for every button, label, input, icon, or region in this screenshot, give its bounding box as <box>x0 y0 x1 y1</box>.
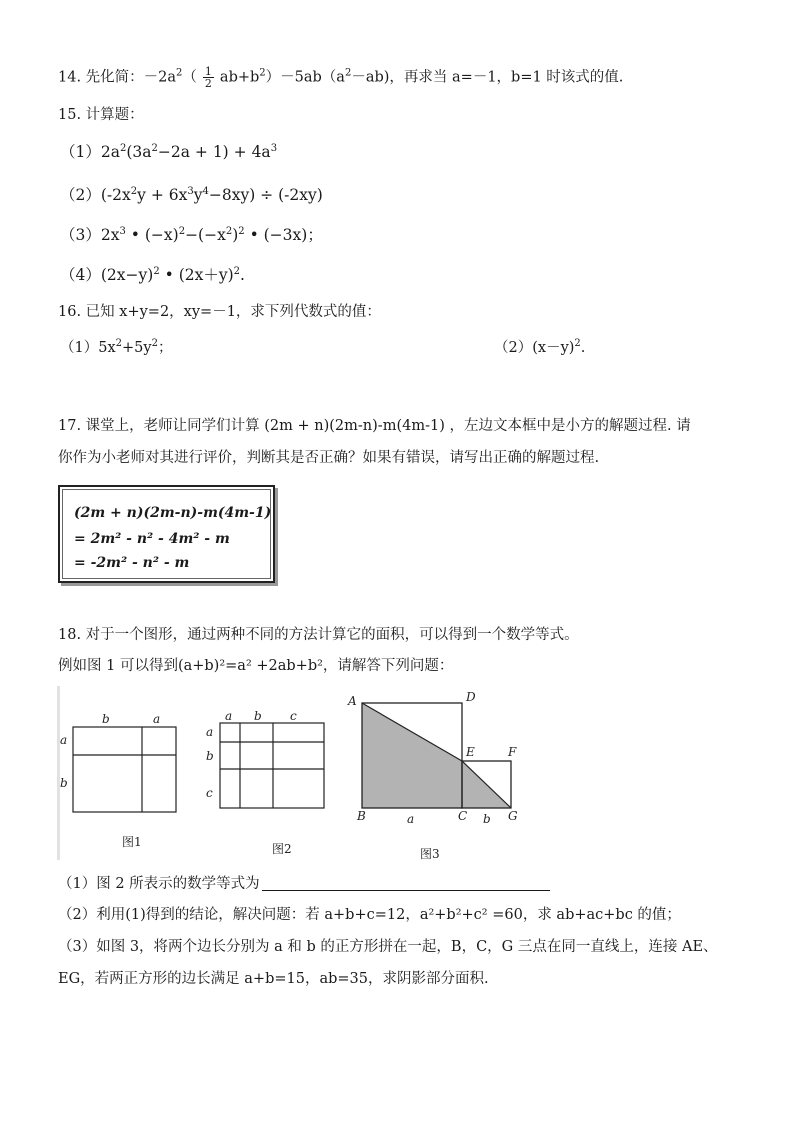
q16-title: 16. 已知 x+y=2，xy=－1，求下列代数式的值： <box>58 304 381 320</box>
figure-2 <box>200 706 330 858</box>
q14-text-a: 先化简：－2a <box>85 69 177 86</box>
q14-text-c: ab+b <box>219 69 260 86</box>
fig3-caption: 图3 <box>420 847 440 861</box>
fig2-label-a-top: a <box>225 709 233 723</box>
fraction-one-half: $\frac{1}{2}$ <box>204 65 212 90</box>
q15-part-2: $(2)(-2x^2y + 6x^3y^4-8xy) \div (-2xy)$ <box>60 186 323 204</box>
question-14: 14. 先化简：$-2a^2$（ $\frac{1}{2}$ $ab+b^2)-5ab(a^2-ab)$，再求当 a=－1，b=1 时该式的值. <box>58 65 624 90</box>
q17-line-1: 17. 课堂上，老师让同学们计算 (2m + n)(2m-n)-m(4m-1) ，左边文本框中是小方的解题过程. 请 <box>58 418 691 434</box>
fig1-label-b-top: b <box>102 712 110 726</box>
fig3-shaded-region <box>362 703 511 808</box>
solution-line-2: = 2m² - n² - 4m² - m <box>74 531 230 547</box>
q15-title: 15. 计算题： <box>58 107 144 123</box>
q14-text-e: －ab)，再求当 a=－1，b=1 时该式的值. <box>351 69 624 86</box>
solution-line-1: (2m + n)(2m-n)-m(4m-1) <box>74 505 272 521</box>
q14-text-b: （ <box>182 69 197 86</box>
q18-part-3-line-1: （3）如图 3，将两个边长分别为 a 和 b 的正方形拼在一起，B，C，G 三点在同一直线上，连接 AE、 <box>58 939 718 955</box>
fig1-square <box>73 727 176 812</box>
solution-line-3: = -2m² - n² - m <box>74 555 190 571</box>
fig2-square <box>220 723 324 808</box>
q18-line-1: 18. 对于一个图形，通过两种不同的方法计算它的面积，可以得到一个数学等式。 <box>58 627 579 643</box>
q17-line-2: 你作为小老师对其进行评价，判断其是否正确？如果有错误，请写出正确的解题过程. <box>58 450 600 466</box>
fig2-label-b-left: b <box>206 749 214 763</box>
figure-3 <box>340 686 530 864</box>
fig2-label-a-left: a <box>206 725 214 739</box>
q18-part-3-line-2: EG，若两正方形的边长满足 a+b=15，ab=35，求阴影部分面积. <box>58 971 489 987</box>
fig1-caption: 图1 <box>122 835 142 849</box>
fig3-point-A: A <box>348 694 357 708</box>
q15-part-4: $(4)(2x-y)^2$ • $(2x+y)^2$. <box>60 266 245 284</box>
answer-blank[interactable] <box>262 876 550 891</box>
q18-line-2: 例如图 1 可以得到(a+b)²=a² +2ab+b²，请解答下列问题： <box>58 658 454 674</box>
fig3-point-C: C <box>458 809 468 823</box>
fig3-point-E: E <box>466 745 475 759</box>
q14-number: 14. <box>58 69 82 86</box>
fig2-caption: 图2 <box>272 842 292 856</box>
q18-part-2: （2）利用(1)得到的结论，解决问题：若 a+b+c=12，a²+b²+c² =60，求 ab+ac+bc 的值； <box>58 907 681 923</box>
fig2-label-c-top: c <box>290 709 297 723</box>
fig3-label-a: a <box>407 812 415 826</box>
fig1-label-a-top: a <box>153 712 161 726</box>
figure-1 <box>56 686 186 860</box>
q18-part-1: （1）图 2 所表示的数学等式为 <box>58 874 550 894</box>
q15-part-3: $(3)2x^3$ • $(-x)^2-(-x^2)^2$ • (−3x)； <box>60 226 323 244</box>
fig3-point-F: F <box>508 745 517 759</box>
solution-text-box <box>58 485 275 583</box>
fig1-label-a-left: a <box>60 733 68 747</box>
q15-part-1: $(1)2a^2(3a^2-2a + 1) + 4a^3$ <box>60 143 278 161</box>
fig2-label-c-left: c <box>206 786 213 800</box>
fig3-label-b: b <box>483 812 491 826</box>
fig2-label-b-top: b <box>254 709 262 723</box>
q14-text-d: ）－5ab（a <box>265 69 345 86</box>
fig3-point-G: G <box>508 809 518 823</box>
fig3-point-D: D <box>466 690 476 704</box>
q16-part-2: $(2)(x-y)^2$. <box>494 338 586 356</box>
fig1-label-b-left: b <box>60 776 68 790</box>
q16-part-1: $(1)5x^2+5y^2$； <box>60 338 173 356</box>
fig3-point-B: B <box>357 809 366 823</box>
